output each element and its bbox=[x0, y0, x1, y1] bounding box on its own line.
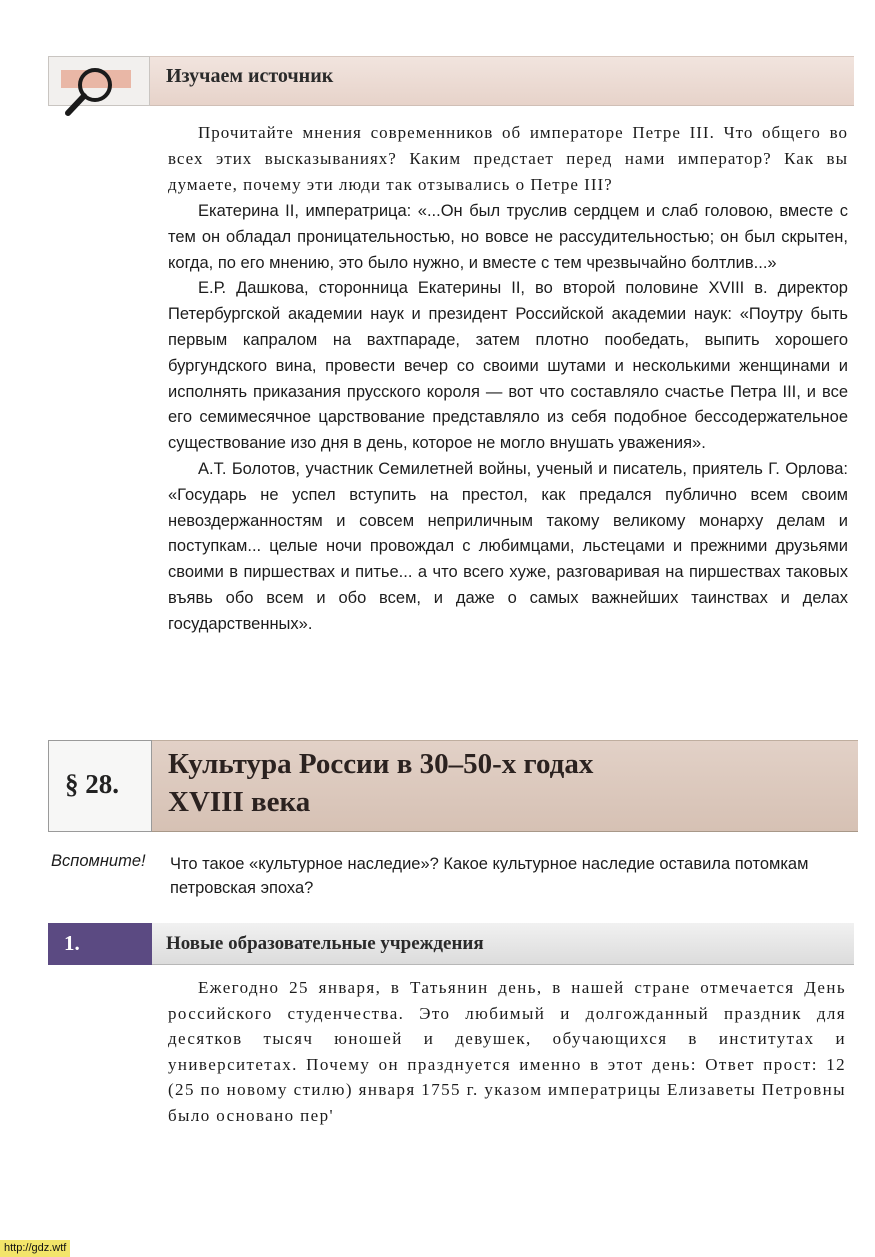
magnifier-icon bbox=[59, 63, 131, 119]
source-quotes bbox=[168, 199, 848, 638]
chapter-number: § 28. bbox=[65, 769, 119, 799]
section-paragraph: Ежегодно 25 января, в Татьянин день, в нашей стране отмечается День российского студенчества. Это любимый и долгожданный праздник для десятков тысяч юношей и девушек, обучающихся в институтах и университетах. Почему он празднуется именно в этот день: Ответ прост: 12 (25 по новому стилю) января 1755 г. указом императрицы Елизаветы Петровны было основано пер' bbox=[168, 978, 846, 1125]
section-banner bbox=[48, 923, 854, 965]
source-banner-title: Изучаем источник bbox=[166, 65, 334, 87]
chapter-banner bbox=[48, 740, 858, 832]
watermark-link[interactable]: http://gdz.wtf bbox=[0, 1240, 70, 1257]
chapter-title-line1: Культура России в 30–50-х годах bbox=[168, 748, 594, 780]
section-body bbox=[168, 975, 846, 1129]
section-number: 1. bbox=[64, 931, 80, 955]
chapter-title-line2: XVIII века bbox=[168, 786, 311, 818]
section-title: Новые образовательные учреждения bbox=[166, 933, 484, 954]
section-number-box bbox=[48, 923, 152, 965]
source-intro bbox=[168, 120, 848, 198]
source-banner bbox=[48, 56, 854, 106]
chapter-number-box bbox=[48, 740, 152, 832]
quote-bolotov: А.Т. Болотов, участник Семилетней войны, ученый и писатель, приятель Г. Орлова: «Государь не успел вступить на престол, как предался публично всем своим невоздержанностям и совсем неприличным такому великому монарху делам и поступкам... целые ночи провождал с любимцами, льстецами и прежними друзьями своими в пиршествах и питье... а что всего хуже, разговаривая на пиршествах таковых въявь обо всем и обо всем, и даже о самых важнейших таинствах и делах государственных». bbox=[168, 459, 848, 633]
source-question: Прочитайте мнения современников об императоре Петре III. Что общего во всех этих высказываниях? Каким предстает перед нами император? Как вы думаете, почему эти люди так отзывались о Петре III? bbox=[168, 123, 848, 194]
quote-dashkova: Е.Р. Дашкова, сторонница Екатерины II, во второй половине XVIII в. директор Петербургской академии наук и президент Российской академии наук: «Поутру быть первым капралом на вахтпараде, затем плотно пообедать, выпить хорошего бургундского вина, провести вечер со своими шутами и несколькими женщинами и исполнять приказания прусского короля — вот что составляло счастье Петра III, и все его семимесячное царствование представляло из себя подобное бессодержательное существование изо дня в день, которое не могло внушать уважения». bbox=[168, 279, 848, 453]
source-banner-icon-box bbox=[48, 56, 150, 106]
remember-text: Что такое «культурное наследие»? Какое культурное наследие оставила потомкам петровская эпоха? bbox=[170, 855, 809, 897]
remember-label: Вспомните! bbox=[51, 852, 146, 870]
quote-catherine: Екатерина II, императрица: «...Он был труслив сердцем и слаб головою, вместе с тем он обладал проницательностью, но вовсе не рассудительностью; он был скрытен, когда, по его мнению, это было нужно, и вместе с тем чрезвычайно болтлив...» bbox=[168, 202, 848, 272]
